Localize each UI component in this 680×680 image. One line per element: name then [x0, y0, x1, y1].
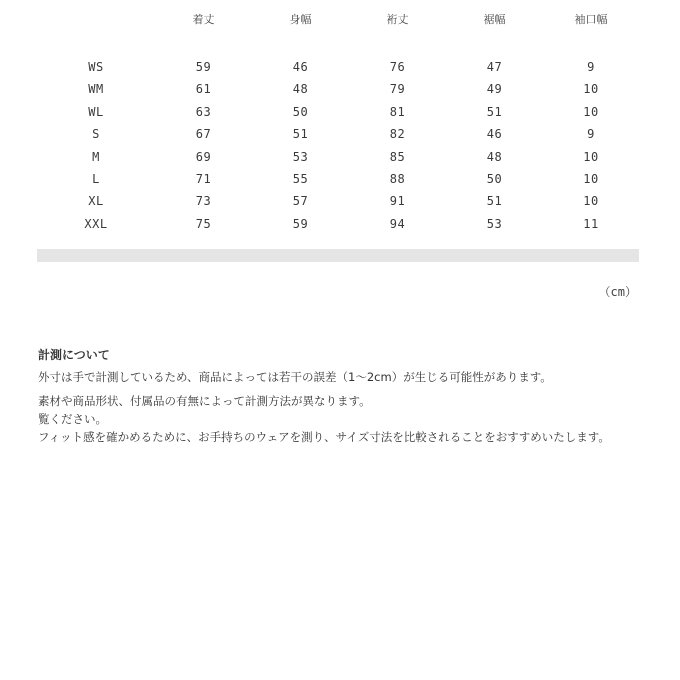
size-label: WM: [88, 82, 104, 97]
table-cell: 50: [486, 172, 503, 187]
size-label: L: [92, 172, 100, 187]
table-cell: 9: [587, 60, 595, 74]
table-cell: 10: [583, 149, 599, 164]
table-cell: 79: [389, 82, 406, 97]
table-cell: 88: [389, 172, 406, 187]
table-cell: 55: [292, 172, 309, 187]
table-cell: 63: [195, 104, 212, 119]
table-cell: 82: [389, 127, 406, 142]
table-cell: 59: [292, 216, 309, 231]
table-row: [37, 213, 639, 235]
measurement-notes: [38, 346, 642, 446]
table-cell: 10: [583, 172, 599, 187]
size-label: M: [92, 149, 100, 164]
notes-line: 外寸は手で計測しているため、商品によっては若干の誤差（1〜2cm）が生じる可能性があります。: [38, 370, 552, 384]
notes-line: フィット感を確かめるために、お手持ちのウェアを測り、サイズ寸法を比較されることをおすすめいたします。: [38, 430, 610, 444]
table-cell: 81: [389, 104, 406, 119]
table-row: [37, 190, 639, 212]
table-cell: 94: [389, 216, 406, 231]
size-label: WL: [88, 104, 104, 119]
table-cell: 46: [292, 60, 309, 74]
size-label: WS: [88, 60, 104, 74]
notes-line: 素材や商品形状、付属品の有無によって計測方法が異なります。: [38, 394, 371, 408]
table-row: [37, 146, 639, 168]
table-cell: 48: [486, 149, 503, 164]
table-cell: 61: [195, 82, 212, 97]
header-cell: [37, 0, 155, 40]
table-cell: 47: [486, 60, 503, 74]
table-cell: 85: [389, 149, 406, 164]
header-cell: 身幅: [289, 13, 312, 26]
table-row: [37, 168, 639, 190]
size-table: [37, 0, 639, 235]
table-cell: 10: [583, 104, 599, 119]
notes-heading: 計測について: [38, 348, 110, 362]
notes-line: 覧ください。: [38, 412, 107, 426]
table-cell: 50: [292, 104, 309, 119]
table-cell: 57: [292, 194, 309, 209]
table-cell: 51: [486, 194, 503, 209]
size-label: S: [92, 127, 100, 142]
table-cell: 76: [389, 60, 406, 74]
header-cell: 袖口幅: [574, 13, 608, 26]
unit-label: （cm）: [598, 285, 637, 299]
table-cell: 53: [292, 149, 309, 164]
table-header-row: [37, 0, 639, 40]
header-cell: 裾幅: [483, 13, 506, 26]
table-cell: 67: [195, 127, 212, 142]
size-label: XL: [88, 194, 104, 209]
table-cell: 11: [583, 216, 599, 231]
table-row: [37, 101, 639, 123]
table-cell: 46: [486, 127, 503, 142]
size-label: XXL: [84, 216, 108, 231]
table-cell: 49: [486, 82, 503, 97]
table-row: [37, 78, 639, 100]
table-cell: 51: [486, 104, 503, 119]
table-cell: 10: [583, 82, 599, 97]
table-row: [37, 56, 639, 78]
table-cell: 71: [195, 172, 212, 187]
table-cell: 91: [389, 194, 406, 209]
table-cell: 53: [486, 216, 503, 231]
table-cell: 69: [195, 149, 212, 164]
header-cell: 裄丈: [386, 13, 409, 26]
table-cell: 48: [292, 82, 309, 97]
header-cell: 着丈: [192, 13, 215, 26]
table-cell: 9: [587, 127, 595, 142]
table-cell: 73: [195, 194, 212, 209]
table-cell: 59: [195, 60, 212, 74]
table-bottom-divider: [37, 249, 639, 262]
table-cell: 10: [583, 194, 599, 209]
table-cell: 75: [195, 216, 212, 231]
table-row: [37, 123, 639, 145]
table-cell: 51: [292, 127, 309, 142]
